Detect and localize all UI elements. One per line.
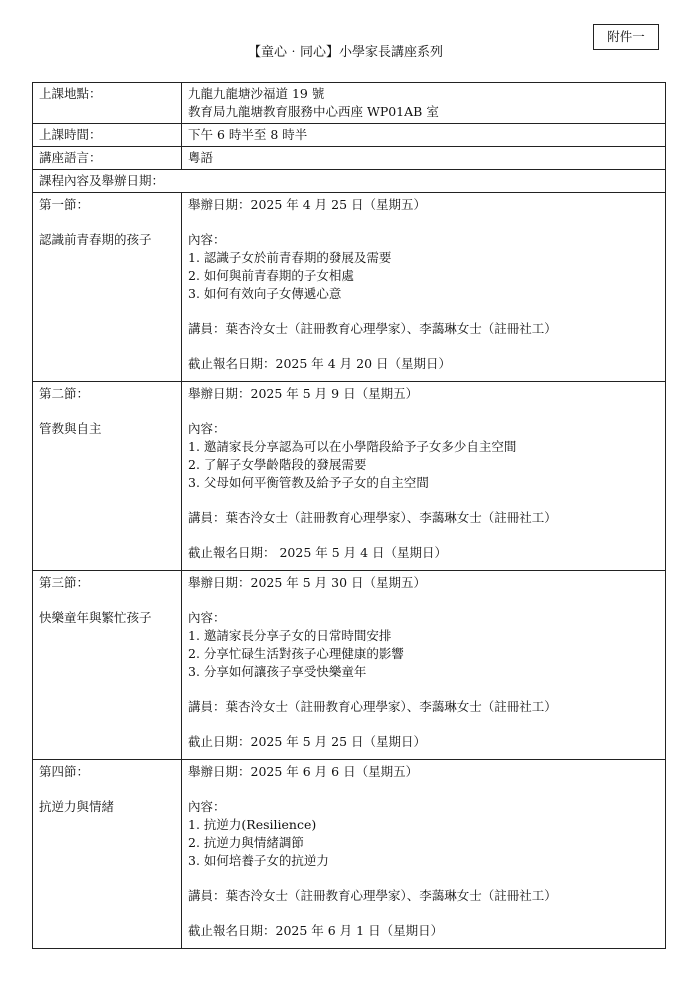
session-item: 3. 父母如何平衡管教及給予子女的自主空間 [188,475,429,490]
venue-line1: 九龍九龍塘沙福道 19 號 [188,86,325,101]
session-item: 3. 分享如何讓孩子享受快樂童年 [188,664,367,679]
session-label-cell [33,760,182,949]
session-number: 第四節： [39,764,90,779]
session-date: 舉辦日期：2025 年 4 月 25 日（星期五） [188,197,427,212]
document-title: 【童心‧同心】小學家長講座系列 [247,45,443,60]
session-item: 1. 邀請家長分享子女的日常時間安排 [188,628,392,643]
session-content-label: 內容： [188,610,226,625]
time-value: 下午 6 時半至 8 時半 [182,124,666,147]
session-detail-cell [182,760,666,949]
session-item: 3. 如何有效向子女傳遞心意 [188,286,342,301]
session-content-label: 內容： [188,421,226,436]
venue-label: 上課地點： [33,83,182,124]
session-item: 1. 認識子女於前青春期的發展及需要 [188,250,392,265]
session-number: 第二節： [39,386,90,401]
session-speakers: 講員：葉杏泠女士（註冊教育心理學家）、李藹琳女士（註冊社工） [188,510,557,525]
session-item: 1. 邀請家長分享認為可以在小學階段給予子女多少自主空間 [188,439,517,454]
session-number: 第一節： [39,197,90,212]
session-deadline: 截止報名日期： 2025 年 5 月 4 日（星期日） [188,545,448,560]
session-speakers: 講員：葉杏泠女士（註冊教育心理學家）、李藹琳女士（註冊社工） [188,321,557,336]
session-item: 2. 分享忙碌生活對孩子心理健康的影響 [188,646,404,661]
session-label-cell [33,571,182,760]
session-topic: 管教與自主 [39,421,102,436]
session-topic: 快樂童年與繁忙孩子 [39,610,152,625]
session-item: 2. 抗逆力與情緒調節 [188,835,304,850]
time-row [33,124,666,147]
session-label-cell [33,382,182,571]
schedule-header: 課程內容及舉辦日期： [33,170,666,193]
session-row [33,760,666,949]
session-detail-cell [182,193,666,382]
session-number: 第三節： [39,575,90,590]
session-item: 3. 如何培養子女的抗逆力 [188,853,329,868]
language-value: 粵語 [182,147,666,170]
language-label: 講座語言： [33,147,182,170]
session-date: 舉辦日期：2025 年 5 月 9 日（星期五） [188,386,419,401]
session-speakers: 講員：葉杏泠女士（註冊教育心理學家）、李藹琳女士（註冊社工） [188,888,557,903]
session-detail-cell [182,571,666,760]
session-content-label: 內容： [188,799,226,814]
session-content-label: 內容： [188,232,226,247]
attachment-label: 附件一 [593,24,659,50]
session-detail-cell [182,382,666,571]
schedule-header-row [33,170,666,193]
language-row [33,147,666,170]
session-row [33,193,666,382]
time-label: 上課時間： [33,124,182,147]
session-item: 2. 了解子女學齡階段的發展需要 [188,457,367,472]
venue-line2: 教育局九龍塘教育服務中心西座 WP01AB 室 [188,104,439,119]
venue-value [182,83,666,124]
session-item: 1. 抗逆力(Resilience) [188,817,317,832]
session-topic: 抗逆力與情緒 [39,799,115,814]
session-date: 舉辦日期：2025 年 6 月 6 日（星期五） [188,764,419,779]
session-row [33,571,666,760]
session-row [33,382,666,571]
session-speakers: 講員：葉杏泠女士（註冊教育心理學家）、李藹琳女士（註冊社工） [188,699,557,714]
session-label-cell [33,193,182,382]
session-deadline: 截止日期：2025 年 5 月 25 日（星期日） [188,734,427,749]
session-deadline: 截止報名日期：2025 年 4 月 20 日（星期日） [188,356,452,371]
course-info-table [32,82,666,949]
session-deadline: 截止報名日期：2025 年 6 月 1 日（星期日） [188,923,444,938]
session-item: 2. 如何與前青春期的子女相處 [188,268,354,283]
venue-row [33,83,666,124]
session-date: 舉辦日期：2025 年 5 月 30 日（星期五） [188,575,427,590]
session-topic: 認識前青春期的孩子 [39,232,152,247]
